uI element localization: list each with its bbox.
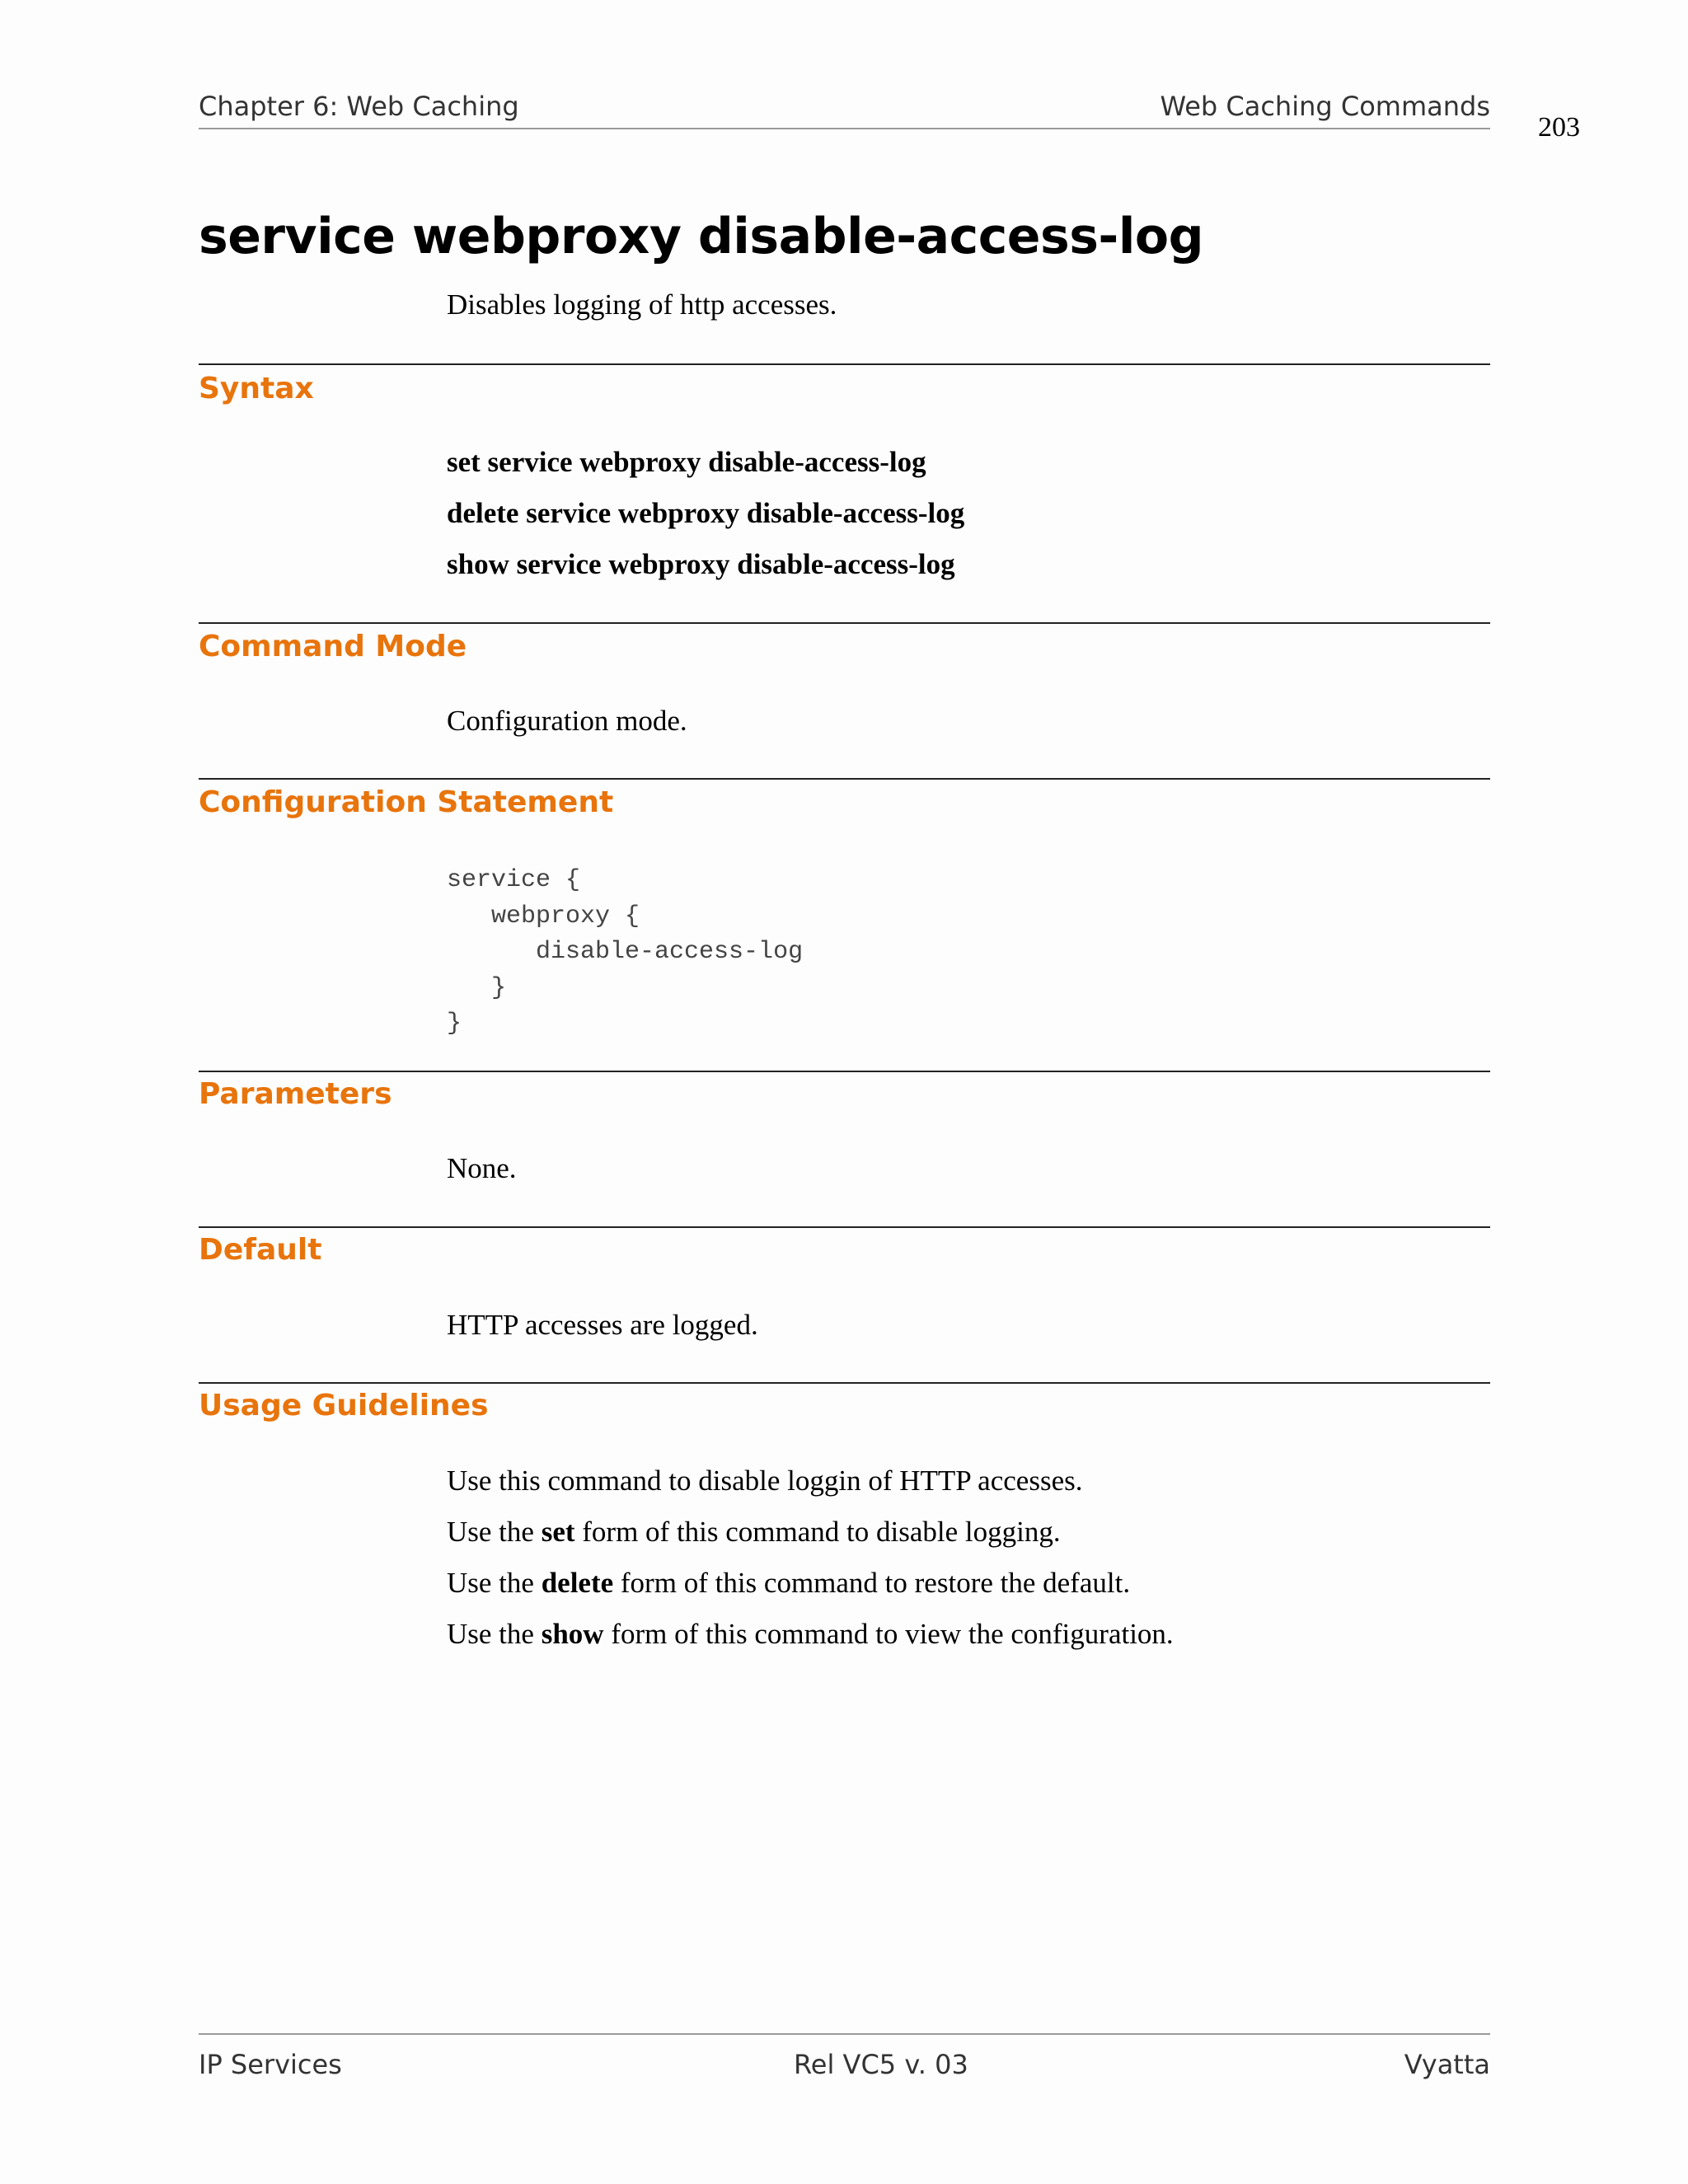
command-mode-heading: Command Mode [199, 630, 467, 663]
header-divider [199, 128, 1490, 129]
parameters-text: None. [447, 1152, 517, 1184]
page-number: 203 [1538, 112, 1580, 143]
syntax-set-line: set service webproxy disable-access-log [447, 446, 926, 478]
running-header-chapter: Chapter 6: Web Caching [199, 91, 519, 122]
usage-line: Use the set form of this command to disable logging. [447, 1516, 1061, 1548]
set-keyword: set [541, 1516, 575, 1548]
default-heading: Default [199, 1233, 322, 1267]
section-divider [199, 622, 1490, 624]
footer-divider [199, 2033, 1490, 2035]
section-divider [199, 778, 1490, 780]
section-divider [199, 1382, 1490, 1384]
delete-keyword: delete [541, 1567, 614, 1599]
syntax-show-line: show service webproxy disable-access-log [447, 548, 955, 580]
syntax-heading: Syntax [199, 372, 314, 405]
parameters-heading: Parameters [199, 1077, 392, 1111]
section-divider [199, 1071, 1490, 1072]
footer-document-name: IP Services [199, 2049, 342, 2080]
command-mode-text: Configuration mode. [447, 705, 687, 737]
show-keyword: show [541, 1618, 604, 1650]
page-title: service webproxy disable-access-log [199, 208, 1204, 265]
usage-line: Use the delete form of this command to restore the default. [447, 1567, 1131, 1599]
section-divider [199, 363, 1490, 365]
usage-line: Use the show form of this command to view the configuration. [447, 1618, 1174, 1650]
command-description: Disables logging of http accesses. [447, 288, 837, 321]
configuration-code-block: service { webproxy { disable-access-log } } [447, 866, 804, 1038]
configuration-statement-heading: Configuration Statement [199, 785, 614, 819]
footer-company: Vyatta [1404, 2049, 1490, 2080]
section-divider [199, 1226, 1490, 1228]
usage-guidelines-heading: Usage Guidelines [199, 1389, 489, 1422]
syntax-delete-line: delete service webproxy disable-access-log [447, 497, 965, 529]
running-header-section: Web Caching Commands [1160, 91, 1490, 122]
footer-release: Rel VC5 v. 03 [794, 2049, 968, 2080]
usage-line: Use this command to disable loggin of HTTP accesses. [447, 1465, 1083, 1497]
default-text: HTTP accesses are logged. [447, 1309, 758, 1341]
